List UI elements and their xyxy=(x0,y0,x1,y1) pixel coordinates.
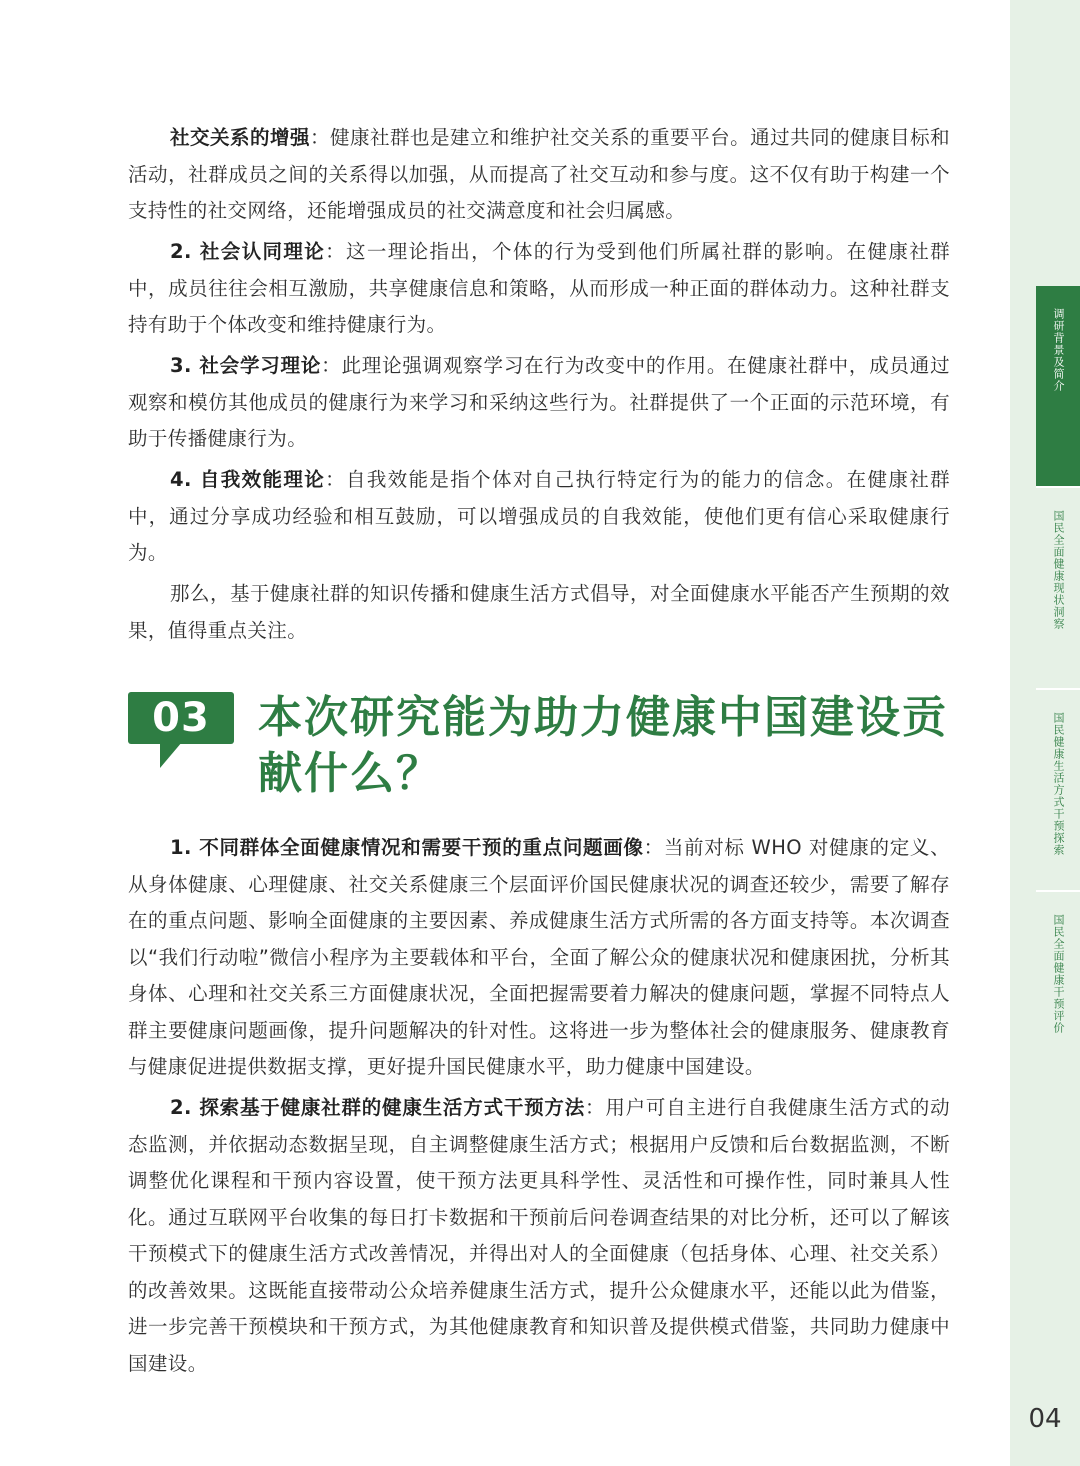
side-tab-label: 国民健康生活方式干预探索 xyxy=(1052,712,1065,856)
paragraph: 社交关系的增强：健康社群也是建立和维护社交关系的重要平台。通过共同的健康目标和活动，社群成员之间的关系得以加强，从而提高了社交互动和参与度。这不仅有助于构建一个支持性的社交网络，还能增强成员的社交满意度和社会归属感。 xyxy=(128,126,950,222)
paragraph: 2. 社会认同理论：这一理论指出，个体的行为受到他们所属社群的影响。在健康社群中，成员往往会相互激励，共享健康信息和策略，从而形成一种正面的群体动力。这种社群支持有助于个体改变和维持健康行为。 xyxy=(128,240,951,336)
paragraph-heading: 1. 不同群体全面健康情况和需要干预的重点问题画像 xyxy=(170,836,644,859)
paragraph-text: 自我效能是指个体对自己执行特定行为的能力的信念。在健康社群中，通过分享成功经验和相互鼓励，可以增强成员的自我效能，使他们更有信心采取健康行为。 xyxy=(128,468,951,564)
side-tab-label: 国民全面健康现状洞察 xyxy=(1052,510,1065,630)
paragraph-text: 用户可自主进行自我健康生活方式的动态监测，并依据动态数据呈现，自主调整健康生活方式；根据用户反馈和后台数据监测，不断调整优化课程和干预内容设置，使干预方法更具科学性、灵活性和可操作性，同时兼具人性化。通过互联网平台收集的每日打卡数据和干预前后问卷调查结果的对比分析，还可以了解该干预模式下的健康生活方式改善情况，并得出对人的全面健康（包括身体、心理、社交关系）的改善效果。这既能直接带动公众培养健康生活方式，提升公众健康水平，还能以此为借鉴，进一步完善干预模块和干预方式，为其他健康教育和知识普及提供模式借鉴，共同助力健康中国建设。 xyxy=(128,1096,950,1375)
paragraph-heading: 2. 探索基于健康社群的健康生活方式干预方法 xyxy=(170,1096,586,1119)
page-number: 04 xyxy=(1028,1404,1062,1434)
side-tab-status[interactable] xyxy=(1036,488,1080,688)
paragraph-text: 健康社群也是建立和维护社交关系的重要平台。通过共同的健康目标和活动，社群成员之间的关系得以加强，从而提高了社交互动和参与度。这不仅有助于构建一个支持性的社交网络，还能增强成员的社交满意度和社会归属感。 xyxy=(128,126,950,222)
paragraph: 2. 探索基于健康社群的健康生活方式干预方法：用户可自主进行自我健康生活方式的动态监测，并依据动态数据呈现，自主调整健康生活方式；根据用户反馈和后台数据监测，不断调整优化课程和干预内容设置，使干预方法更具科学性、灵活性和可操作性，同时兼具人性化。通过互联网平台收集的每日打卡数据和干预前后问卷调查结果的对比分析，还可以了解该干预模式下的健康生活方式改善情况，并得出对人的全面健康（包括身体、心理、社交关系）的改善效果。这既能直接带动公众培养健康生活方式，提升公众健康水平，还能以此为借鉴，进一步完善干预模块和干预方式，为其他健康教育和知识普及提供模式借鉴，共同助力健康中国建设。 xyxy=(128,1096,950,1375)
side-tab-evaluation[interactable] xyxy=(1036,892,1080,1092)
side-tab-label: 国民全面健康干预评价 xyxy=(1052,914,1065,1034)
side-tab-label: 调研背景及简介 xyxy=(1052,308,1065,392)
paragraph-heading: 4. 自我效能理论 xyxy=(170,468,326,491)
paragraph-text: 当前对标 WHO 对健康的定义、从身体健康、心理健康、社交关系健康三个层面评价国民健康状况的调查还较少，需要了解存在的重点问题、影响全面健康的主要因素、养成健康生活方式所需的各方面支持等。本次调查以“我们行动啦”微信小程序为主要载体和平台，全面了解公众的健康状况和健康困扰，分析其身体、心理和社交关系三方面健康状况，全面把握需要着力解决的健康问题，掌握不同特点人群主要健康问题画像，提升问题解决的针对性。这将进一步为整体社会的健康服务、健康教育与健康促进提供数据支撑，更好提升国民健康水平，助力健康中国建设。 xyxy=(128,836,950,1078)
section-title: 本次研究能为助力健康中国建设贡献什么？ xyxy=(258,692,948,799)
paragraph: 3. 社会学习理论：此理论强调观察学习在行为改变中的作用。在健康社群中，成员通过观察和模仿其他成员的健康行为来学习和采纳这些行为。社群提供了一个正面的示范环境，有助于传播健康行为。 xyxy=(128,354,950,450)
paragraph-heading: 2. 社会认同理论 xyxy=(170,240,326,263)
paragraph: 1. 不同群体全面健康情况和需要干预的重点问题画像：当前对标 WHO 对健康的定义、从身体健康、心理健康、社交关系健康三个层面评价国民健康状况的调查还较少，需要了解存在的重点问题、影响全面健康的主要因素、养成健康生活方式所需的各方面支持等。本次调查以“我们行动啦”微信小程序为主要载体和平台，全面了解公众的健康状况和健康困扰，分析其身体、心理和社交关系三方面健康状况，全面把握需要着力解决的健康问题，掌握不同特点人群主要健康问题画像，提升问题解决的针对性。这将进一步为整体社会的健康服务、健康教育与健康促进提供数据支撑，更好提升国民健康水平，助力健康中国建设。 xyxy=(128,836,950,1078)
side-tab-intervention[interactable] xyxy=(1036,690,1080,890)
section-badge-tail xyxy=(160,742,182,768)
paragraph-heading: 社交关系的增强 xyxy=(170,126,311,149)
paragraph: 4. 自我效能理论：自我效能是指个体对自己执行特定行为的能力的信念。在健康社群中，通过分享成功经验和相互鼓励，可以增强成员的自我效能，使他们更有信心采取健康行为。 xyxy=(128,468,951,564)
side-tab-background[interactable] xyxy=(1036,286,1080,486)
paragraph-text: 这一理论指出，个体的行为受到他们所属社群的影响。在健康社群中，成员往往会相互激励，共享健康信息和策略，从而形成一种正面的群体动力。这种社群支持有助于个体改变和维持健康行为。 xyxy=(128,240,951,336)
paragraph-text: 此理论强调观察学习在行为改变中的作用。在健康社群中，成员通过观察和模仿其他成员的健康行为来学习和采纳这些行为。社群提供了一个正面的示范环境，有助于传播健康行为。 xyxy=(128,354,950,450)
section-number-badge: 03 xyxy=(128,692,234,744)
paragraph-heading: 3. 社会学习理论 xyxy=(170,354,322,377)
paragraph-text: 那么，基于健康社群的知识传播和健康生活方式倡导，对全面健康水平能否产生预期的效果，值得重点关注。 xyxy=(128,582,950,642)
paragraph xyxy=(128,576,950,649)
